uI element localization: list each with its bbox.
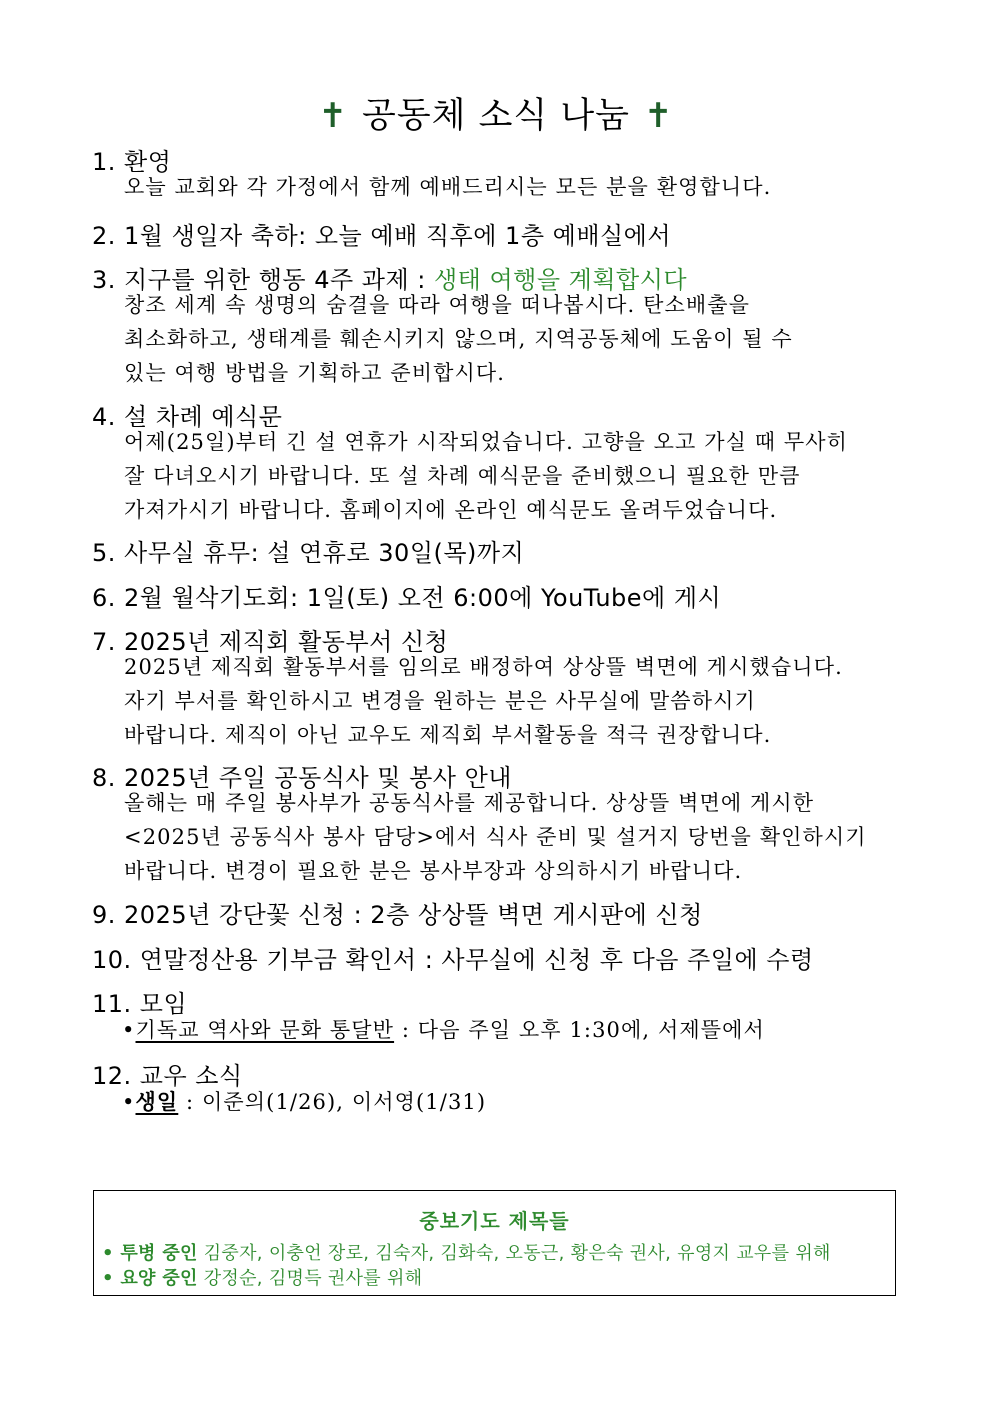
item-body-meetings [122,1013,902,1047]
item-body-deacon-dept [124,650,904,752]
heading-highlight: 생태 여행을 계획합시다 [434,266,688,294]
cross-icon: ✝ [318,96,349,136]
item-heading-welcome: 1. 환영 [92,148,172,176]
page-title [0,88,992,138]
item-heading-altar-flowers: 9. 2025년 강단꽃 신청 : 2층 상상뜰 벽면 게시판에 신청 [92,901,703,929]
body-line: 있는 여행 방법을 기획하고 준비합시다. [124,361,506,385]
body-line: 창조 세계 속 생명의 숨결을 따라 여행을 떠나봅시다. 탄소배출을 [124,293,751,317]
prayer-line-sick [102,1239,831,1265]
cross-icon: ✝ [643,96,674,136]
meeting-link[interactable]: 기독교 역사와 문화 통달반 [135,1018,395,1042]
body-line: 바랍니다. 변경이 필요한 분은 봉사부장과 상의하시기 바랍니다. [124,859,743,883]
body-line: 자기 부서를 확인하시고 변경을 원하는 분은 사무실에 말씀하시기 [124,689,756,713]
item-heading-birthdays: 2. 1월 생일자 축하: 오늘 예배 직후에 1층 예배실에서 [92,222,672,250]
item-body-member-news [122,1085,902,1119]
heading-text: 3. 지구를 위한 행동 4주 과제 : [92,266,434,294]
birthday-label: 생일 [135,1089,179,1114]
item-body-welcome [124,170,904,204]
body-line: 어제(25일)부터 긴 설 연휴가 시작되었습니다. 고향을 오고 가실 때 무사히 [124,430,849,454]
body-line: 최소화하고, 생태계를 훼손시키지 않으며, 지역공동체에 도움이 될 수 [124,327,793,351]
item-heading-prayer-meeting: 6. 2월 월삭기도회: 1일(토) 오전 6:00에 YouTube에 게시 [92,584,722,612]
meeting-detail: : 다음 주일 오후 1:30에, 서제뜰에서 [394,1018,765,1042]
bullet: • [122,1018,136,1042]
bullet: • [122,1090,136,1114]
item-body-earth-action [124,288,904,390]
item-heading-liturgy: 4. 설 차례 예식문 [92,403,283,431]
prayer-names: 강정순, 김명득 권사를 위해 [197,1268,423,1289]
birthday-detail: : 이준의(1/26), 이서영(1/31) [178,1090,487,1114]
item-heading-meal-service: 8. 2025년 주일 공동식사 및 봉사 안내 [92,764,512,792]
body-line: 오늘 교회와 각 가정에서 함께 예배드리시는 모든 분을 환영합니다. [124,175,772,199]
prayer-label: • 요양 중인 [102,1268,198,1289]
list-item [122,1085,902,1119]
list-item [122,1013,902,1047]
body-line: 바랍니다. 제직이 아닌 교우도 제직회 부서활동을 적극 권장합니다. [124,723,772,747]
prayer-label: • 투병 중인 [102,1243,198,1264]
item-heading-office-closed: 5. 사무실 휴무: 설 연휴로 30일(목)까지 [92,539,525,567]
prayer-names: 김중자, 이충언 장로, 김숙자, 김화숙, 오동근, 황은숙 권사, 유영지 교우를 위해 [197,1243,831,1264]
item-heading-member-news: 12. 교우 소식 [92,1062,243,1090]
item-heading-donation-receipt: 10. 연말정산용 기부금 확인서 : 사무실에 신청 후 다음 주일에 수령 [92,946,814,974]
prayer-box-title: 중보기도 제목들 [419,1209,570,1233]
body-line: 2025년 제직회 활동부서를 임의로 배정하여 상상뜰 벽면에 게시했습니다. [124,655,843,679]
body-line: <2025년 공동식사 봉사 담당>에서 식사 준비 및 설거지 당번을 확인하시기 [124,825,867,849]
body-line: 가져가시기 바랍니다. 홈페이지에 온라인 예식문도 올려두었습니다. [124,498,778,522]
item-body-meal-service [124,786,904,888]
page-title-text: 공동체 소식 나눔 [362,96,630,136]
item-heading-deacon-dept: 7. 2025년 제직회 활동부서 신청 [92,628,449,656]
prayer-box [93,1190,896,1296]
item-body-liturgy [124,425,904,527]
item-heading-meetings: 11. 모임 [92,990,188,1018]
body-line: 올해는 매 주일 봉사부가 공동식사를 제공합니다. 상상뜰 벽면에 게시한 [124,791,815,815]
prayer-line-recovering [102,1264,422,1290]
body-line: 잘 다녀오시기 바랍니다. 또 설 차례 예식문을 준비했으니 필요한 만큼 [124,464,801,488]
